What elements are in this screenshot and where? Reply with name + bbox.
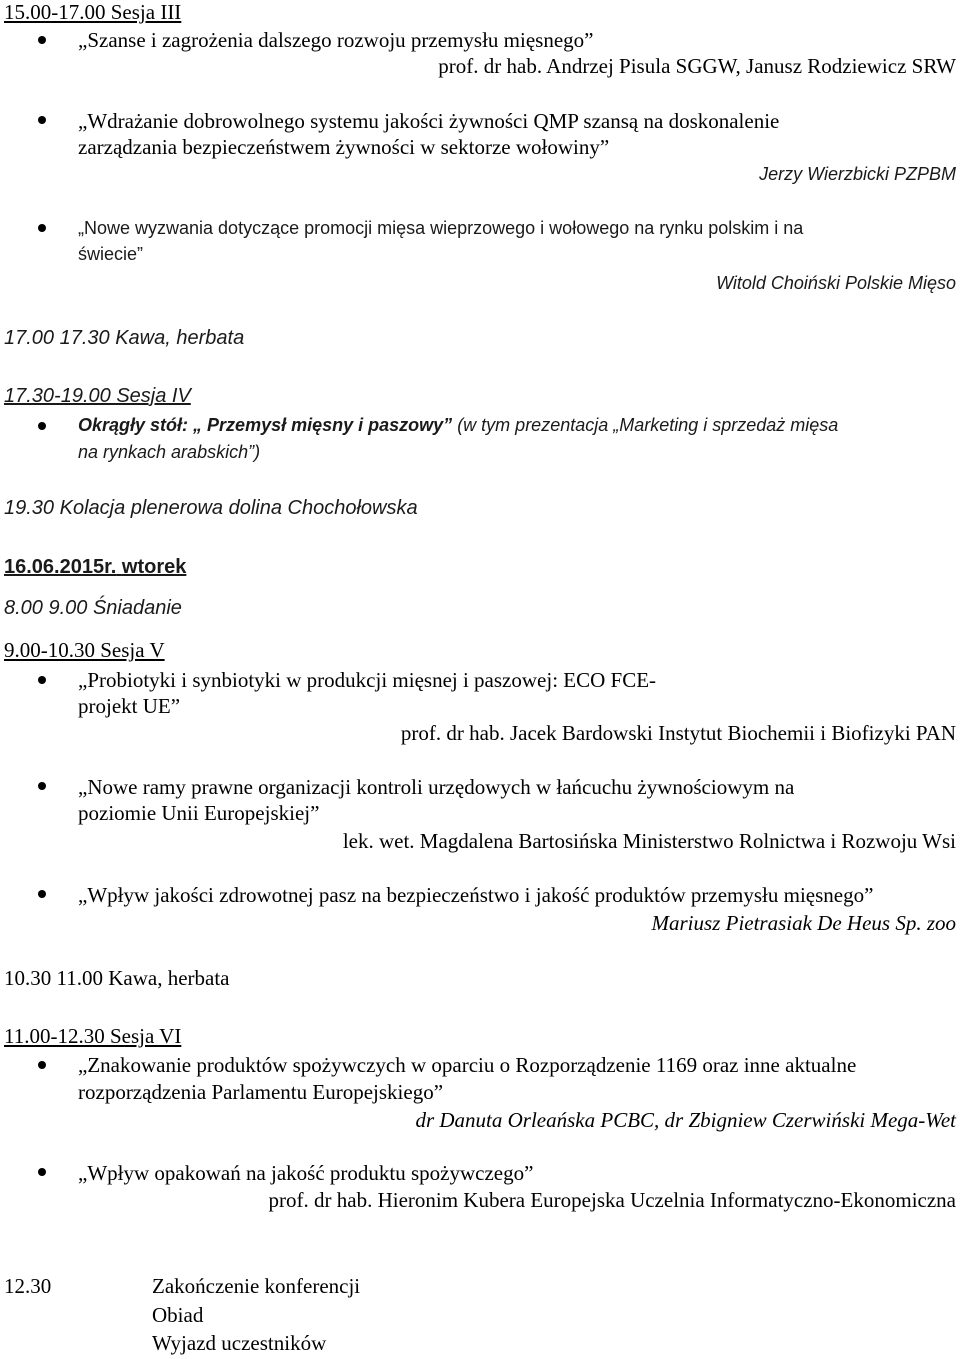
talk-title: „Wpływ opakowań na jakość produktu spożywczego” [78,1161,534,1185]
session-v-heading: 9.00-10.30 Sesja V [4,638,165,662]
bullet-icon [38,1061,46,1069]
roundtable-line [78,416,838,434]
bullet-icon [38,116,46,124]
roundtable-label: Okrągły stół: [78,415,189,435]
talk-title: „Znakowanie produktów spożywczych w oparciu o Rozporządzenie 1169 oraz inne aktualne [78,1053,857,1077]
bullet-icon [38,36,46,44]
talk-title: „Nowe ramy prawne organizacji kontroli urzędowych w łańcuchu żywnościowym na [78,775,795,799]
session-vi-heading: 11.00-12.30 Sesja VI [4,1024,182,1048]
talk-title: projekt UE” [78,694,181,718]
day-date: 16.06.2015r. [4,556,117,578]
talk-title: „Wpływ jakości zdrowotnej pasz na bezpieczeństwo i jakość produktów przemysłu mięsnego” [78,883,874,907]
coffee-break: 17.00 17.30 Kawa, herbata [4,327,245,349]
day-heading [4,557,186,577]
roundtable-title: „ Przemysł mięsny i paszowy” [193,415,453,435]
session-iii-heading: 15.00-17.00 Sesja III [4,0,182,24]
bullet-icon [38,890,46,898]
coffee-break: 10.30 11.00 Kawa, herbata [4,966,230,990]
talk-title: zarządzania bezpieczeństwem żywności w sektorze wołowiny” [78,135,610,159]
closing-item: Obiad [152,1303,204,1327]
bullet-icon [38,676,46,684]
closing-item: Wyjazd uczestników [152,1331,327,1355]
talk-speaker: dr Danuta Orleańska PCBC, dr Zbigniew Czerwiński Mega-Wet [415,1108,956,1132]
closing-item: Zakończenie konferencji [152,1274,361,1298]
bullet-icon [38,782,46,790]
session-iv-heading: 17.30-19.00 Sesja IV [4,385,191,407]
roundtable-rest: (w tym prezentacja „Marketing i sprzedaż mięsa [457,415,839,435]
talk-speaker: Witold Choiński Polskie Mięso [716,273,956,293]
talk-title: świecie” [78,244,144,264]
talk-title: „Nowe wyzwania dotyczące promocji mięsa wieprzowego i wołowego na rynku polskim i na [78,218,804,238]
talk-title: „Wdrażanie dobrowolnego systemu jakości żywności QMP szansą na doskonalenie [78,109,780,133]
talk-speaker: prof. dr hab. Hieronim Kubera Europejska Uczelnia Informatyczno-Ekonomiczna [268,1188,956,1212]
talk-title: „Szanse i zagrożenia dalszego rozwoju przemysłu mięsnego” [78,28,594,52]
bullet-icon [38,1168,46,1176]
talk-speaker: Jerzy Wierzbicki PZPBM [759,164,956,184]
talk-speaker: prof. dr hab. Andrzej Pisula SGGW, Janusz Rodziewicz SRW [438,54,956,78]
dinner: 19.30 Kolacja plenerowa dolina Chochołowska [4,497,418,519]
bullet-icon [38,224,46,232]
talk-title: rozporządzenia Parlamentu Europejskiego” [78,1080,444,1104]
talk-speaker: prof. dr hab. Jacek Bardowski Instytut Biochemii i Biofizyki PAN [400,721,956,745]
day-name: wtorek [121,556,187,578]
bullet-icon [38,422,46,430]
breakfast: 8.00 9.00 Śniadanie [4,597,182,619]
closing-time: 12.30 [4,1274,52,1298]
talk-speaker: Mariusz Pietrasiak De Heus Sp. zoo [651,911,956,935]
talk-speaker: lek. wet. Magdalena Bartosińska Ministerstwo Rolnictwa i Rozwoju Wsi [342,829,956,853]
roundtable-line-2: na rynkach arabskich”) [78,442,261,462]
talk-title: poziomie Unii Europejskiej” [78,801,320,825]
talk-title: „Probiotyki i synbiotyki w produkcji mięsnej i paszowej: ECO FCE- [78,668,657,692]
